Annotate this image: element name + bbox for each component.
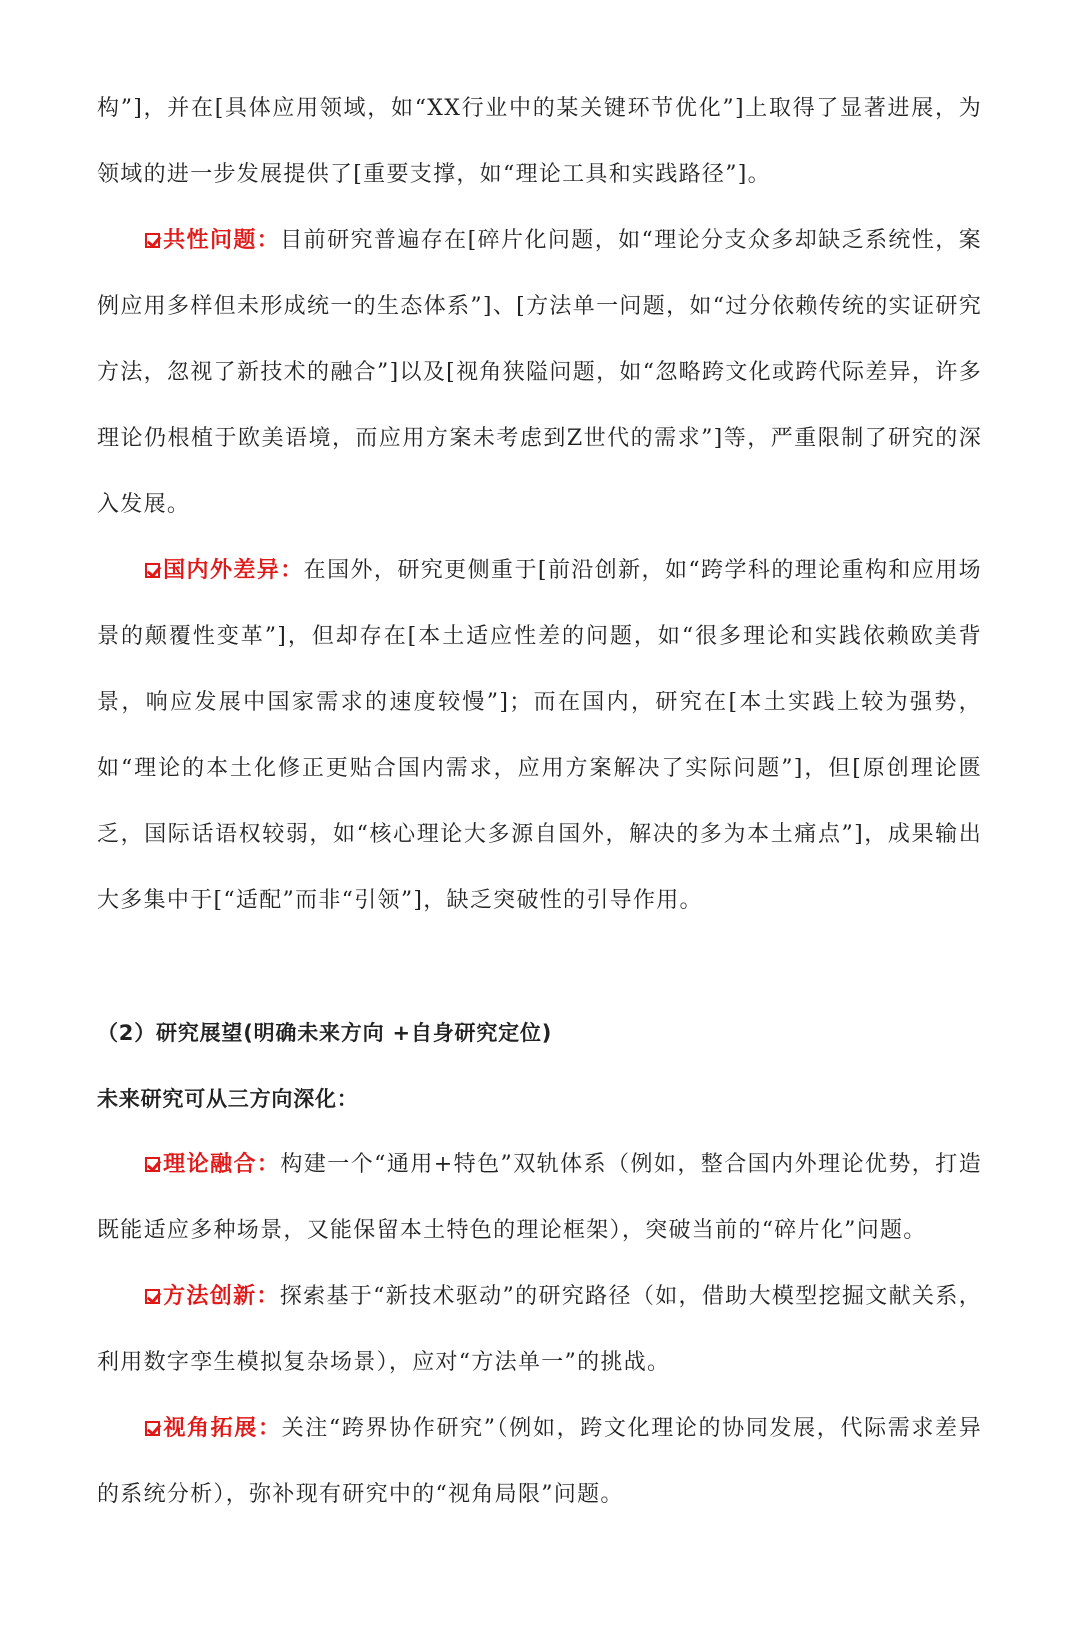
- paragraph-continuation: [97, 76, 982, 208]
- document-page: [97, 76, 982, 1528]
- direction-text: 构建一个“通用+特色”双轨体系（例如，整合国内外理论优势，打造既能适应多种场景，又能保留本土特色的理论框架），突破当前的“碎片化”问题。: [97, 1152, 982, 1243]
- method-innovation-label-text: 方法创新：: [163, 1284, 280, 1309]
- paragraph-text: 构”]，并在[具体应用领域，如“XX行业中的某关键环节优化”]上取得了显著进展，为领域的进一步发展提供了[重要支撑，如“理论工具和实践路径”]。: [97, 96, 982, 187]
- direction-method-innovation: [97, 1264, 982, 1396]
- perspective-expansion-label: [145, 1416, 282, 1441]
- difference-label: [145, 558, 304, 583]
- perspective-expansion-label-text: 视角拓展：: [163, 1416, 282, 1441]
- spacer: [97, 934, 982, 1000]
- checkbox-checked-icon: [145, 1421, 160, 1436]
- section-heading: （2）研究展望(明确未来方向 +自身研究定位): [97, 1021, 553, 1045]
- checkbox-checked-icon: [145, 1157, 160, 1172]
- common-issues-label: [145, 228, 280, 253]
- direction-perspective-expansion: [97, 1396, 982, 1528]
- checkbox-checked-icon: [145, 233, 160, 248]
- paragraph-text: 在国外，研究更侧重于[前沿创新，如“跨学科的理论重构和应用场景的颠覆性变革”]，但却存在[本土适应性差的问题，如“很多理论和实践依赖欧美背景，响应发展中国家需求的速度较慢”]；而在国内，研究在[本土实践上较为强势，如“理论的本土化修正更贴合国内需求，应用方案解决了实际问题”]，但[原创理论匮乏，国际话语权较弱，如“核心理论大多源自国外，解决的多为本土痛点”]，成果输出大多集中于[“适配”而非“引领”]，缺乏突破性的引导作用。: [97, 558, 982, 913]
- section-intro: 未来研究可从三方向深化：: [97, 1087, 359, 1111]
- direction-text: 探索基于“新技术驱动”的研究路径（如，借助大模型挖掘文献关系，利用数字孪生模拟复杂场景），应对“方法单一”的挑战。: [97, 1284, 982, 1375]
- common-issues-label-text: 共性问题：: [163, 228, 281, 253]
- paragraph-common-issues: [97, 208, 982, 538]
- difference-label-text: 国内外差异：: [163, 558, 304, 583]
- direction-theory-fusion: [97, 1132, 982, 1264]
- checkbox-checked-icon: [145, 563, 160, 578]
- method-innovation-label: [145, 1284, 280, 1309]
- theory-fusion-label-text: 理论融合：: [163, 1152, 281, 1177]
- paragraph-text: 目前研究普遍存在[碎片化问题，如“理论分支众多却缺乏系统性，案例应用多样但未形成统一的生态体系”]、[方法单一问题，如“过分依赖传统的实证研究方法，忽视了新技术的融合”]以及[视角狭隘问题，如“忽略跨文化或跨代际差异，许多理论仍根植于欧美语境，而应用方案未考虑到Z世代的需求”]等，严重限制了研究的深入发展。: [97, 228, 982, 517]
- paragraph-domestic-foreign-difference: [97, 538, 982, 934]
- checkbox-checked-icon: [145, 1289, 160, 1304]
- direction-text: 关注“跨界协作研究”（例如，跨文化理论的协同发展，代际需求差异的系统分析），弥补现有研究中的“视角局限”问题。: [97, 1416, 982, 1507]
- theory-fusion-label: [145, 1152, 280, 1177]
